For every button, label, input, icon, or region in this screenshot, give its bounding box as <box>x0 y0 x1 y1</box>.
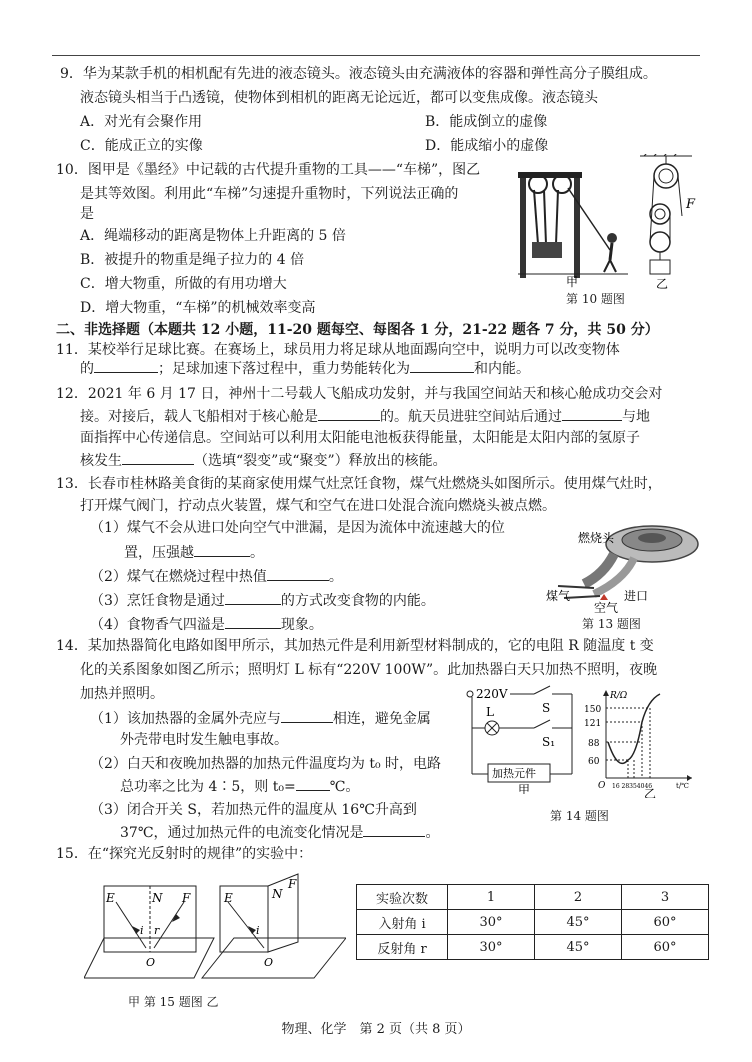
q13-sub3 <box>90 592 435 609</box>
q14-graph-curve <box>608 694 660 763</box>
q13-line1: 13．长春市桂林路美食街的某商家使用煤气灶烹饪食物，煤气灶燃烧头如图所示。使用煤气灶时， <box>56 476 662 492</box>
q15-fig-f-left: F <box>182 891 191 905</box>
q14-graph-xticks: 16 28354046 <box>612 783 653 790</box>
q14-fig-lamp-l: L <box>486 705 494 719</box>
section2-heading: 二、非选择题（本题共 12 小题，11-20 题每空、每图各 1 分，21-22 题各 7 分，共 50 分） <box>56 322 659 338</box>
circuit-diagram <box>464 684 584 794</box>
q12-text-a: 接。对接后，载人飞船相对于核心舱是 <box>80 409 318 425</box>
q12-text-d: 核发生 <box>80 453 122 469</box>
page-footer: 物理、化学 第 2 页（共 8 页） <box>281 1022 471 1037</box>
q15-fig-e-left: E <box>106 891 115 905</box>
q15-fig-e-right: E <box>224 891 233 905</box>
q13-fig-gas: 煤气 <box>546 589 571 603</box>
q14-graph-xunit: t/℃ <box>676 782 690 790</box>
q14-fig-voltage: 220V <box>476 687 508 701</box>
q13-sub1-line1: （1）煤气不会从进口处向空气中泄漏，是因为流体中流速越大的位 <box>90 520 505 536</box>
q10-option-c: C．增大物重，所做的有用功增大 <box>80 276 287 292</box>
q13-blank-4[interactable] <box>225 616 281 629</box>
table-cell: 30° <box>448 910 535 935</box>
q11-blank-2[interactable] <box>410 360 474 373</box>
q12-text-e: （选填“裂变”或“聚变”）释放出的核能。 <box>194 453 447 469</box>
table-row-label-reflection: 反射角 r <box>357 935 448 960</box>
table-row <box>357 910 709 935</box>
table-cell: 30° <box>448 935 535 960</box>
q9-option-d: D．能成缩小的虚像 <box>425 138 549 154</box>
q14-graph-ytick-60: 60 <box>588 757 600 767</box>
q13-blank-2[interactable] <box>267 568 329 581</box>
q9-option-c: C．能成正立的实像 <box>80 138 203 154</box>
table-row <box>357 935 709 960</box>
q9-line1: 9．华为某款手机的相机配有先进的液态镜头。液态镜头由充满液体的容器和弹性高分子膜组成。 <box>60 66 657 82</box>
q15-fig-f-right: F <box>288 877 297 891</box>
q14-sub3-line1: （3）闭合开关 S，若加热元件的温度从 16℃升高到 <box>90 802 417 818</box>
q15-figure-caption: 甲 第 15 题图 乙 <box>128 995 219 1009</box>
q11-line2 <box>80 360 530 377</box>
q13-figure <box>544 514 704 618</box>
q15-fig-o-left: O <box>146 956 156 969</box>
q14-graph-ytick-88: 88 <box>588 739 600 749</box>
q10-option-d: D．增大物重，“车梯”的机械效率变高 <box>80 300 316 316</box>
q10-line2: 是其等效图。利用此“车梯”匀速提升重物时，下列说法正确的 <box>80 186 459 202</box>
q13-sub4 <box>90 616 323 633</box>
q13-blank-3[interactable] <box>225 592 281 605</box>
q14-sub2-line2 <box>120 778 359 795</box>
q15-data-table <box>356 884 709 960</box>
q14-graph-ytick-121: 121 <box>584 719 602 729</box>
q14-fig-jia: 甲 <box>518 783 531 794</box>
q14-fig-yi: 乙 <box>644 787 657 798</box>
q13-sub2: （2）煤气在燃烧过程中热值 。 <box>90 569 343 585</box>
q14-graph-origin: O <box>598 781 606 791</box>
q14-sub1-line1 <box>90 710 431 727</box>
gas-burner-illustration <box>544 514 704 614</box>
q14-sub2-line1: （2）白天和夜晚加热器的加热元件温度均为 t₀ 时，电路 <box>90 756 442 772</box>
q14-sub3-text-b: 37℃，通过加热元件的电流变化情况是 <box>120 825 364 841</box>
pulley-illustration <box>518 154 698 306</box>
table-row-label-incident: 入射角 i <box>357 910 448 935</box>
q10-option-b: B．被提升的物重是绳子拉力的 4 倍 <box>80 252 305 268</box>
q10-line1: 10．图甲是《墨经》中记载的古代提升重物的工具——“车梯”，图乙 <box>56 162 481 178</box>
q15-fig-i-right: i <box>256 924 260 937</box>
q15-line1: 15．在“探究光反射时的规律”的实验中： <box>56 846 313 862</box>
q12-text-b: 的。航天员进驻空间站后通过 <box>380 409 562 425</box>
q10-figure-caption: 第 10 题图 <box>566 292 625 306</box>
q13-sub3-text-b: 的方式改变食物的内能。 <box>280 593 435 609</box>
q12-text-c: 与地 <box>622 409 650 425</box>
q13-figure-caption: 第 13 题图 <box>582 617 641 631</box>
q13-sub4-text-a: （4）食物香气四溢是 <box>90 617 225 633</box>
q9-line2: 液态镜头相当于凸透镜，使物体到相机的距离无论远近，都可以变焦成像。液态镜头 <box>80 90 598 106</box>
table-header-1: 1 <box>448 885 535 910</box>
q11-line1: 11．某校举行足球比赛。在赛场上，球员用力将足球从地面踢向空中，说明力可以改变物体 <box>56 342 620 358</box>
q14-figure-caption: 第 14 题图 <box>550 809 609 823</box>
q15-figure <box>84 868 346 996</box>
q13-fig-burner: 燃烧头 <box>578 531 615 545</box>
q15-fig-n-left: N <box>152 891 163 905</box>
q14-fig-switch-s: S <box>542 701 551 715</box>
table-cell: 45° <box>535 910 622 935</box>
q13-blank-1[interactable] <box>194 544 250 557</box>
q14-blank-3[interactable] <box>363 824 425 837</box>
q14-graph-ylabel: R/Ω <box>610 691 628 701</box>
q14-blank-1[interactable] <box>281 710 333 723</box>
q14-blank-2[interactable] <box>296 778 330 791</box>
q12-blank-3[interactable] <box>122 452 194 465</box>
q14-graph-ytick-150: 150 <box>584 705 602 715</box>
table-cell: 60° <box>622 935 709 960</box>
q11-blank-1[interactable] <box>94 360 158 373</box>
table-header-2: 2 <box>535 885 622 910</box>
reflection-experiment-illustration <box>84 868 346 992</box>
q10-line3: 是 <box>80 206 94 222</box>
q14-sub1-text-a: （1）该加热器的金属外壳应与 <box>90 711 281 727</box>
q13-fig-air: 空气 <box>594 601 619 614</box>
q14-sub1-text-b: 相连，避免金属 <box>332 711 431 727</box>
q14-sub3-line2 <box>120 824 439 841</box>
q11-text-c: 和内能。 <box>474 361 530 377</box>
table-cell: 60° <box>622 910 709 935</box>
q13-sub3-text-a: （3）烹饪食物是通过 <box>90 593 225 609</box>
q15-fig-r-left: r <box>154 924 160 937</box>
q13-sub2-text: （2）煤气在燃烧过程中热值 <box>90 569 267 585</box>
q10-figure <box>518 154 698 310</box>
q14-line1: 14．某加热器简化电路如图甲所示，其加热元件是利用新型材料制成的，它的电阻 R 随温度 t 变 <box>56 638 654 654</box>
q12-line3: 面指挥中心传递信息。空间站可以利用太阳能电池板获得能量，太阳能是太阳内部的氢原子 <box>80 430 640 446</box>
q12-blank-2[interactable] <box>562 408 622 421</box>
q12-line1: 12．2021 年 6 月 17 日，神州十二号载人飞船成功发射，并与我国空间站天和核心舱成功交会对 <box>56 386 663 402</box>
q13-fig-inlet: 进口 <box>624 589 649 603</box>
q14-graph-figure <box>584 686 696 802</box>
q14-sub3-text-c: 。 <box>425 825 440 841</box>
table-cell: 45° <box>535 935 622 960</box>
q12-line2 <box>80 408 650 425</box>
table-row <box>357 885 709 910</box>
q9-option-b: B．能成倒立的虚像 <box>425 114 548 130</box>
q13-sub1-line2: 置，压强越 。 <box>124 545 264 561</box>
q14-line2: 化的关系图象如图乙所示；照明灯 L 标有“220V 100W”。此加热器白天只加热不照明，夜晚 <box>80 662 658 678</box>
q13-sub4-text-b: 现象。 <box>280 617 323 633</box>
table-header-3: 3 <box>622 885 709 910</box>
q14-sub1-line2: 外壳带电时发生触电事故。 <box>120 732 288 748</box>
q11-text-b: ；足球加速下落过程中，重力势能转化为 <box>158 361 410 377</box>
top-rule <box>52 55 700 56</box>
q14-sub2-text-b: 总功率之比为 4∶5，则 t₀= <box>120 779 296 795</box>
q10-option-a: A．绳端移动的距离是物体上升距离的 5 倍 <box>80 228 346 244</box>
q14-line3: 加热并照明。 <box>80 686 164 702</box>
q15-fig-n-right: N <box>272 887 283 901</box>
q10-fig-yi: 乙 <box>656 277 669 291</box>
q11-text-a: 的 <box>80 361 94 377</box>
resistance-temperature-graph <box>584 686 696 798</box>
q15-fig-i-left: i <box>140 924 144 937</box>
q14-fig-switch-s1: S₁ <box>542 735 556 749</box>
q9-option-a: A．对光有会聚作用 <box>80 114 203 130</box>
q14-fig-heater: 加热元件 <box>492 767 536 780</box>
q10-fig-jia: 甲 <box>566 275 579 289</box>
q15-fig-o-right: O <box>264 956 274 969</box>
q14-sub2-text-c: ℃。 <box>329 779 360 795</box>
table-header-label: 实验次数 <box>357 885 448 910</box>
q12-blank-1[interactable] <box>318 408 380 421</box>
q13-sub1-text: 置，压强越 <box>124 545 194 561</box>
q14-circuit-figure <box>464 684 584 798</box>
q10-fig-force-f: F <box>686 197 696 212</box>
q12-line4 <box>80 452 447 469</box>
q13-line2: 打开煤气阀门，拧动点火装置，煤气和空气在进口处混合流向燃烧头被点燃。 <box>80 498 556 514</box>
